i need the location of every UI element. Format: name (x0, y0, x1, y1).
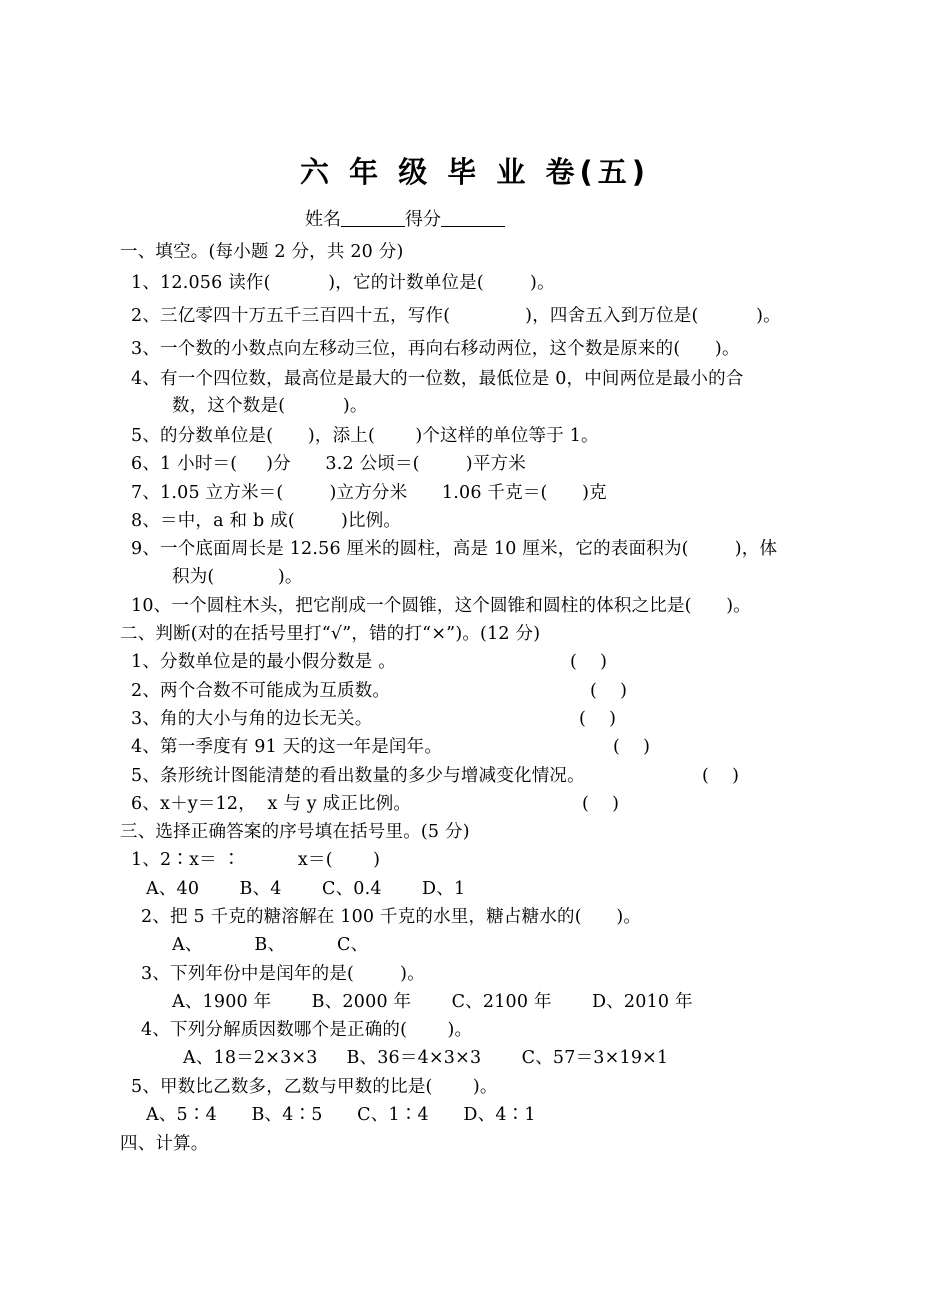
section-heading-choice: 三、选择正确答案的序号填在括号里。(5 分) (120, 822, 470, 842)
name-score-line (305, 208, 505, 232)
question-line-continued: 积为( )。 (172, 567, 303, 587)
page-title: 六 年 级 毕 业 卷(五) (300, 155, 650, 189)
judge-item: 6、x＋y＝12， x 与 y 成正比例。 (131, 794, 412, 814)
choice-question: 1、2∶x＝ ∶ x＝( ) (131, 850, 381, 870)
choice-question: 5、甲数比乙数多，乙数与甲数的比是( )。 (131, 1077, 498, 1097)
judge-item: 2、两个合数不可能成为互质数。 (131, 681, 391, 701)
judge-bracket[interactable]: ( ) (590, 681, 628, 701)
choice-options: A、18＝2×3×3 B、36＝4×3×3 C、57＝3×19×1 (183, 1048, 669, 1068)
question-line: 5、的分数单位是( )，添上( )个这样的单位等于 1。 (131, 426, 599, 446)
question-line: 8、＝中，a 和 b 成( )比例。 (131, 511, 402, 531)
judge-item: 3、角的大小与角的边长无关。 (131, 709, 373, 729)
question-line: 6、1 小时＝( )分 3.2 公顷＝( )平方米 (131, 454, 526, 474)
section-heading-judge: 二、判断(对的在括号里打“√”，错的打“×”)。(12 分) (120, 624, 541, 644)
choice-options: A、 B、 C、 (172, 935, 369, 955)
judge-bracket[interactable]: ( ) (579, 709, 617, 729)
question-line: 1、12.056 读作( )，它的计数单位是( )。 (131, 273, 555, 293)
judge-bracket[interactable]: ( ) (702, 766, 740, 786)
question-line: 4、有一个四位数，最高位是最大的一位数，最低位是 0，中间两位是最小的合 (131, 369, 744, 389)
choice-options: A、1900 年 B、2000 年 C、2100 年 D、2010 年 (172, 992, 693, 1012)
judge-item: 5、条形统计图能清楚的看出数量的多少与增减变化情况。 (131, 766, 585, 786)
section-heading-fill: 一、填空。(每小题 2 分，共 20 分) (120, 242, 404, 262)
question-line: 9、一个底面周长是 12.56 厘米的圆柱，高是 10 厘米，它的表面积为( )，体 (131, 539, 778, 559)
section-heading-calc: 四、计算。 (120, 1134, 209, 1154)
choice-question: 4、下列分解质因数哪个是正确的( )。 (141, 1020, 473, 1040)
judge-bracket[interactable]: ( ) (613, 737, 651, 757)
question-line: 10、一个圆柱木头，把它削成一个圆锥，这个圆锥和圆柱的体积之比是( )。 (131, 596, 751, 616)
choice-question: 2、把 5 千克的糖溶解在 100 千克的水里，糖占糖水的( )。 (141, 907, 642, 927)
choice-options: A、40 B、4 C、0.4 D、1 (146, 879, 466, 899)
judge-bracket[interactable]: ( ) (570, 652, 608, 672)
choice-options: A、5∶4 B、4∶5 C、1∶4 D、4∶1 (146, 1105, 536, 1125)
name-label: 姓名 (305, 209, 341, 230)
score-blank[interactable] (441, 208, 505, 227)
choice-question: 3、下列年份中是闰年的是( )。 (141, 964, 425, 984)
question-line: 3、一个数的小数点向左移动三位，再向右移动两位，这个数是原来的( )。 (131, 339, 740, 359)
question-line-continued: 数，这个数是( )。 (172, 396, 368, 416)
name-blank[interactable] (341, 208, 405, 227)
judge-bracket[interactable]: ( ) (582, 794, 620, 814)
score-label: 得分 (405, 209, 441, 230)
question-line: 2、三亿零四十万五千三百四十五，写作( )，四舍五入到万位是( )。 (131, 306, 781, 326)
judge-item: 4、第一季度有 91 天的这一年是闰年。 (131, 737, 443, 757)
judge-item: 1、分数单位是的最小假分数是 。 (131, 652, 396, 672)
question-line: 7、1.05 立方米＝( )立方分米 1.06 千克＝( )克 (131, 483, 607, 503)
